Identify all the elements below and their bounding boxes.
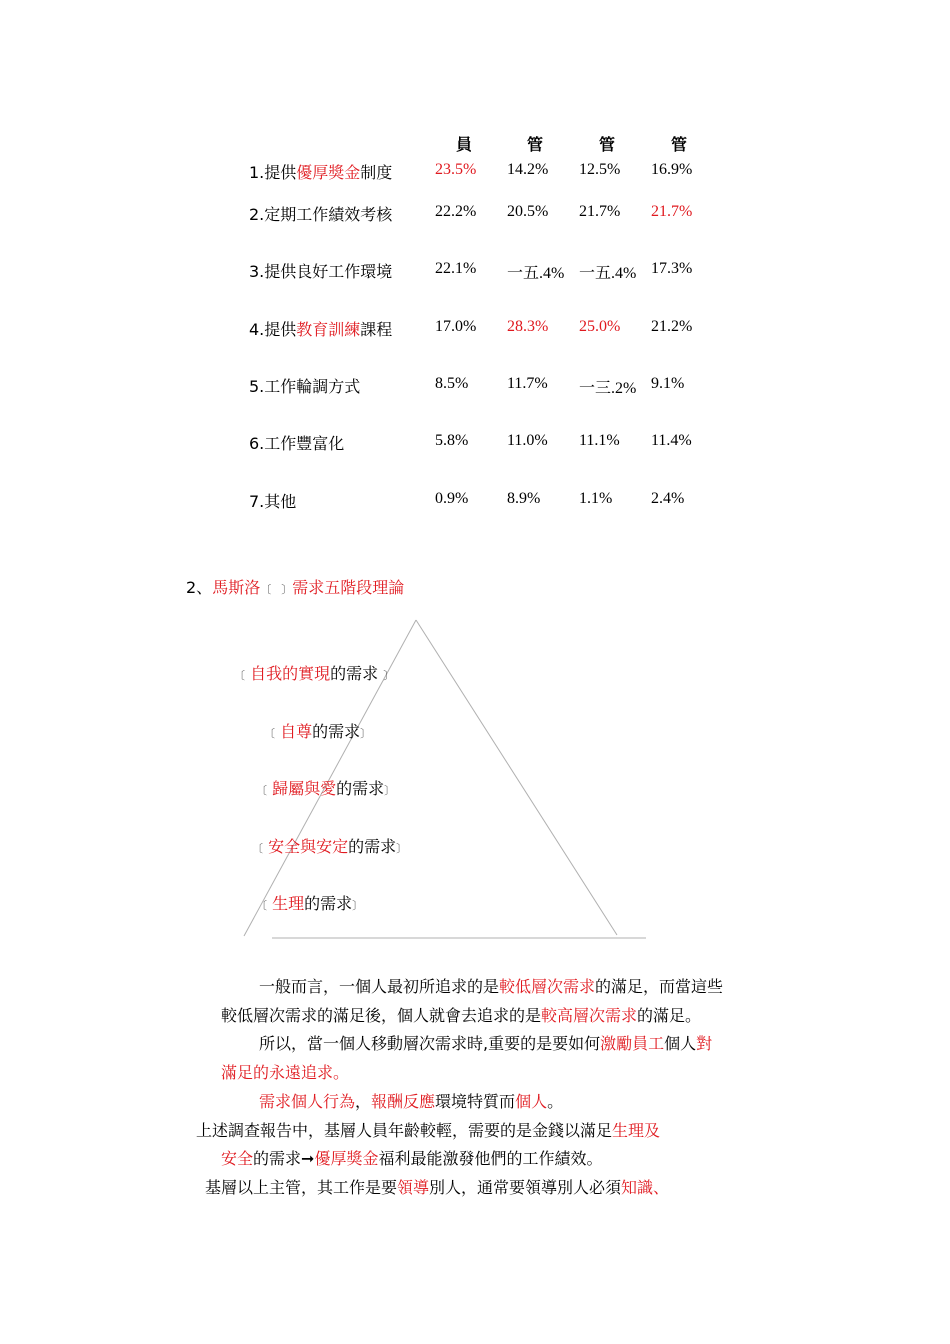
- column-header-4: 管: [671, 135, 688, 154]
- table-cell: 28.3%: [507, 318, 549, 335]
- row-label: 4.提供教育訓練課程: [249, 320, 393, 339]
- bracket-open: 〔: [256, 899, 267, 912]
- column-header-3: 管: [599, 135, 616, 154]
- row-label: 6.工作豐富化: [249, 434, 345, 453]
- level-name: 歸屬與愛: [272, 779, 337, 798]
- table-cell: 2.4%: [651, 490, 685, 507]
- table-cell: 11.1%: [579, 432, 620, 449]
- table-cell: 9.1%: [651, 375, 685, 392]
- table-cell: 21.7%: [651, 203, 693, 220]
- pyramid-level-belonging: [256, 776, 395, 799]
- section-theory: 需求五階段理論: [292, 578, 405, 597]
- table-cell: 1.1%: [579, 490, 613, 507]
- bracket-open: 〔: [252, 842, 263, 855]
- paragraph-line-4: 滿足的永遠追求。: [221, 1063, 350, 1082]
- level-name: 生理: [272, 894, 305, 913]
- bracket-close: 〕: [281, 583, 293, 596]
- level-name: 安全與安定: [268, 837, 349, 856]
- table-cell: 8.5%: [435, 375, 469, 392]
- bracket-close: 〕: [396, 842, 408, 855]
- table-cell: 12.5%: [579, 161, 621, 178]
- level-suffix: 的需求: [312, 722, 361, 741]
- level-name: 自尊: [280, 722, 313, 741]
- bracket-open: 〔: [260, 583, 272, 596]
- table-cell: 22.2%: [435, 203, 477, 220]
- paragraph-line-2: 較低層次需求的滿足後，個人就會去追求的是較高層次需求的滿足。: [221, 1006, 702, 1025]
- table-cell: 8.9%: [507, 490, 541, 507]
- table-cell: 17.3%: [651, 260, 693, 277]
- paragraph-line-1: 一般而言，一個人最初所追求的是較低層次需求的滿足，而當這些: [259, 977, 724, 996]
- table-cell: 21.2%: [651, 318, 693, 335]
- paragraph-line-3: 所以，當一個人移動層次需求時,重要的是要如何激勵員工個人對: [259, 1034, 713, 1053]
- table-cell: 16.9%: [651, 161, 693, 178]
- pyramid-level-safety: [252, 834, 407, 857]
- pyramid-right-edge: [416, 620, 617, 935]
- row-label: 2.定期工作績效考核: [249, 205, 393, 224]
- table-cell: 25.0%: [579, 318, 621, 335]
- table-cell: 11.0%: [507, 432, 548, 449]
- pyramid-level-physiological: [256, 891, 363, 914]
- column-header-1: 員: [456, 135, 473, 154]
- pyramid-level-self-actualization: [234, 661, 394, 684]
- level-name: 自我的實現: [250, 664, 331, 683]
- pyramid-level-esteem: [264, 719, 371, 742]
- table-cell: 一五.4%: [507, 265, 565, 282]
- table-cell: 5.8%: [435, 432, 469, 449]
- table-cell: 0.9%: [435, 490, 469, 507]
- row-label: 3.提供良好工作環境: [249, 262, 393, 281]
- level-suffix: 的需求: [348, 837, 397, 856]
- bracket-open: 〔: [234, 669, 245, 682]
- paragraph-line-8: 基層以上主管，其工作是要領導別人，通常要領導別人必須知識、: [205, 1178, 670, 1197]
- table-cell: 20.5%: [507, 203, 549, 220]
- paragraph-line-5: 需求個人行為，報酬反應環境特質而個人。: [259, 1092, 564, 1111]
- table-cell: 一三.2%: [579, 380, 637, 397]
- row-label: 1.提供優厚獎金制度: [249, 163, 393, 182]
- section-number: 2、: [186, 578, 213, 597]
- bracket-close: 〕: [384, 784, 396, 797]
- bracket-close: 〕: [352, 899, 364, 912]
- table-cell: 22.1%: [435, 260, 477, 277]
- bracket-open: 〔: [256, 784, 267, 797]
- row-label: 5.工作輪調方式: [249, 377, 361, 396]
- level-suffix: 的需求: [330, 664, 379, 683]
- table-cell: 11.4%: [651, 432, 692, 449]
- bracket-close: 〕: [383, 669, 395, 682]
- bracket-close: 〕: [360, 727, 372, 740]
- paragraph-line-6: 上述調查報告中，基層人員年齡較輕，需要的是金錢以滿足生理及: [196, 1121, 661, 1140]
- table-cell: 一五.4%: [579, 265, 637, 282]
- bracket-open: 〔: [264, 727, 275, 740]
- table-cell: 23.5%: [435, 161, 477, 178]
- level-suffix: 的需求: [336, 779, 385, 798]
- row-label: 7.其他: [249, 492, 297, 511]
- section-name: 馬斯洛: [212, 578, 261, 597]
- paragraph-line-7: 安全的需求➞優厚獎金福利最能激發他們的工作績效。: [221, 1149, 603, 1168]
- level-suffix: 的需求: [304, 894, 353, 913]
- table-cell: 11.7%: [507, 375, 548, 392]
- table-cell: 14.2%: [507, 161, 549, 178]
- table-cell: 17.0%: [435, 318, 477, 335]
- table-cell: 21.7%: [579, 203, 621, 220]
- column-header-2: 管: [527, 135, 544, 154]
